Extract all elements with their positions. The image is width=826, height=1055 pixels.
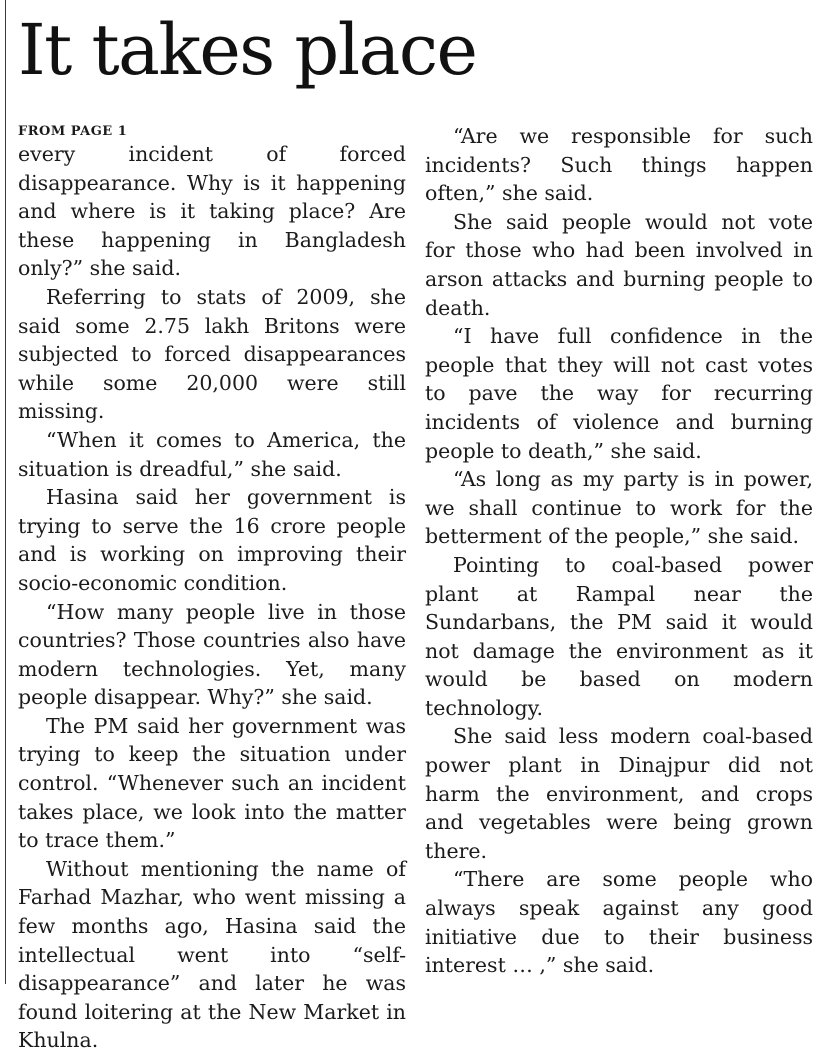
paragraph: “Are we responsible for such incidents? Such things happen often,” she said.	[425, 124, 813, 206]
paragraph: Pointing to coal-based power plant at Rampal near the Sundarbans, the PM said it would not damage the environment as it would be based on modern technology.	[425, 552, 813, 720]
paragraph: every incident of forced disappearance. Why is it happening and where is it taking place? Are these happening in Bangladesh only?” she said.	[18, 142, 406, 281]
headline: It takes place	[18, 9, 477, 91]
article-column-left	[18, 122, 406, 1055]
paragraph: “I have full confidence in the people that they will not cast votes to pave the way for recurring incidents of violence and burning people to death,” she said.	[425, 324, 813, 463]
paragraph: “As long as my party is in power, we shall continue to work for the betterment of the people,” she said.	[425, 467, 813, 549]
paragraph: Referring to stats of 2009, she said some 2.75 lakh Britons were subjected to forced disappearances while some 20,000 were still missing.	[18, 284, 406, 424]
paragraph: The PM said her government was trying to keep the situation under control. “Whenever such an incident takes place, we look into the matter to trace them.”	[18, 713, 406, 853]
paragraph: Without mentioning the name of Farhad Mazhar, who went missing a few months ago, Hasina said the intellectual went into “self-disappearance” and later he was found loitering at the New Market in Khulna.	[18, 856, 406, 1053]
paragraph: “When it comes to America, the situation is dreadful,” she said.	[18, 427, 406, 481]
paragraph: Hasina said her government is trying to serve the 16 crore people and is working on improving their socio-economic condition.	[18, 485, 406, 595]
paragraph: “How many people live in those countries? Those countries also have modern technologies. Yet, many people disappear. Why?” she said.	[18, 599, 406, 710]
paragraph: She said people would not vote for those who had been involved in arson attacks and burning people to death.	[425, 209, 813, 320]
paragraph: She said less modern coal-based power plant in Dinajpur did not harm the environment, and crops and vegetables were being grown there.	[425, 724, 813, 863]
continuation-kicker: FROM PAGE 1	[18, 124, 128, 139]
article-column-right	[425, 122, 813, 980]
paragraph: “There are some people who always speak against any good initiative due to their business interest … ,” she said.	[425, 867, 813, 978]
column-rule	[5, 0, 6, 984]
